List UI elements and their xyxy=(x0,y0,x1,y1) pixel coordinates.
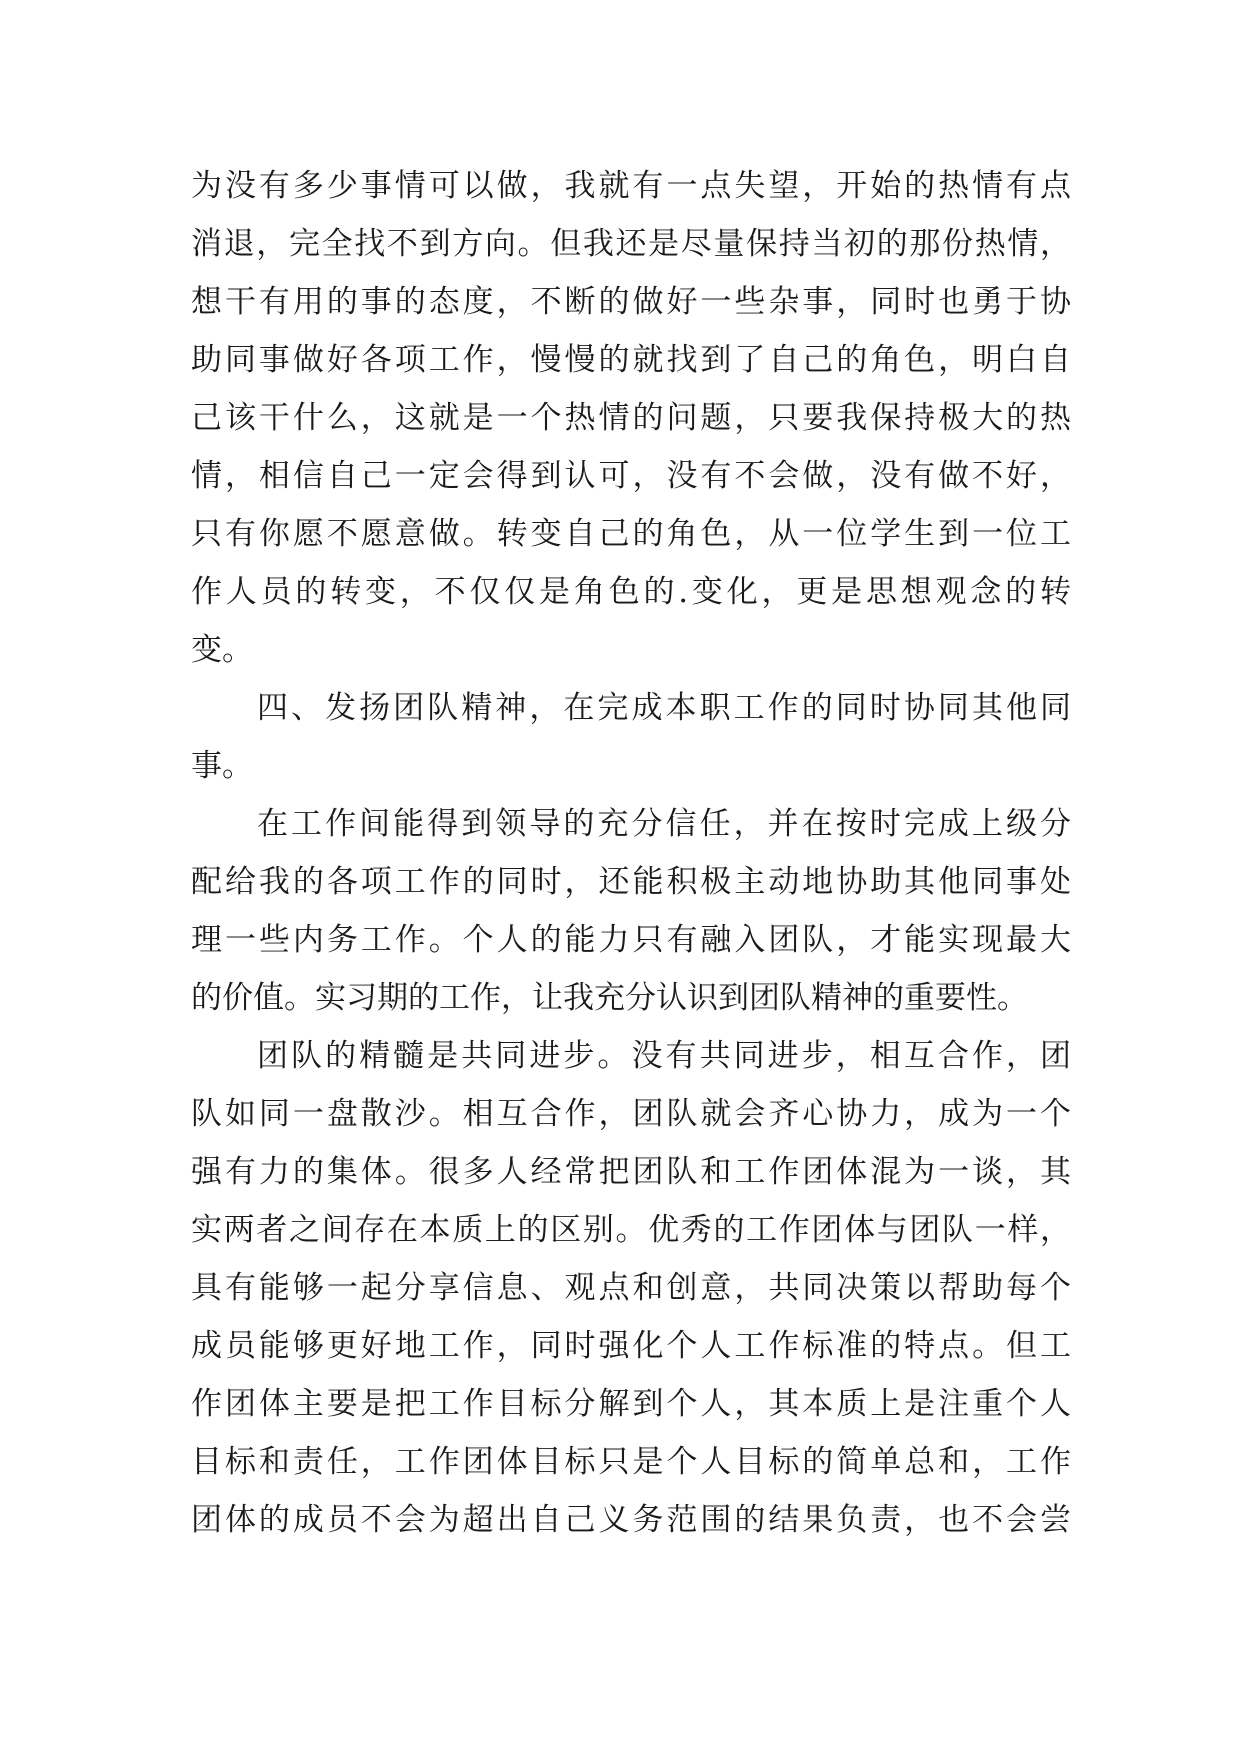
text-line: 己该干什么，这就是一个热情的问题，只要我保持极大的热 xyxy=(191,400,1071,436)
text-line: 目标和责任，工作团体目标只是个人目标的简单总和，工作 xyxy=(191,1444,1071,1480)
text-line: 消退，完全找不到方向。但我还是尽量保持当初的那份热情， xyxy=(191,226,1071,262)
text-line: 想干有用的事的态度，不断的做好一些杂事，同时也勇于协 xyxy=(191,284,1071,320)
text-line: 作团体主要是把工作目标分解到个人，其本质上是注重个人 xyxy=(191,1386,1071,1422)
text-line: 强有力的集体。很多人经常把团队和工作团体混为一谈，其 xyxy=(191,1154,1071,1190)
text-line: 情，相信自己一定会得到认可，没有不会做，没有做不好， xyxy=(191,458,1071,494)
text-line: 助同事做好各项工作，慢慢的就找到了自己的角色，明白自 xyxy=(191,342,1071,378)
text-line: 变。 xyxy=(191,632,253,668)
text-line: 团体的成员不会为超出自己义务范围的结果负责，也不会尝 xyxy=(191,1502,1071,1538)
body-text xyxy=(191,157,1071,1549)
text-line: 具有能够一起分享信息、观点和创意，共同决策以帮助每个 xyxy=(191,1270,1071,1306)
text-line: 为没有多少事情可以做，我就有一点失望，开始的热情有点 xyxy=(191,168,1071,204)
paragraph-start: 在工作间能得到领导的充分信任，并在按时完成上级分 xyxy=(257,806,1071,842)
section-heading-end: 事。 xyxy=(191,748,253,784)
section-heading: 四、发扬团队精神，在完成本职工作的同时协同其他同 xyxy=(257,690,1071,726)
text-line: 理一些内务工作。个人的能力只有融入团队，才能实现最大 xyxy=(191,922,1071,958)
paragraph-start: 团队的精髓是共同进步。没有共同进步，相互合作，团 xyxy=(257,1038,1071,1074)
text-line: 的价值。实习期的工作，让我充分认识到团队精神的重要性。 xyxy=(191,980,1028,1016)
text-line: 配给我的各项工作的同时，还能积极主动地协助其他同事处 xyxy=(191,864,1071,900)
text-line: 成员能够更好地工作，同时强化个人工作标准的特点。但工 xyxy=(191,1328,1071,1364)
text-line: 只有你愿不愿意做。转变自己的角色，从一位学生到一位工 xyxy=(191,516,1071,552)
text-line: 作人员的转变，不仅仅是角色的.变化，更是思想观念的转 xyxy=(191,574,1071,610)
text-line: 队如同一盘散沙。相互合作，团队就会齐心协力，成为一个 xyxy=(191,1096,1071,1132)
text-line: 实两者之间存在本质上的区别。优秀的工作团体与团队一样， xyxy=(191,1212,1071,1248)
